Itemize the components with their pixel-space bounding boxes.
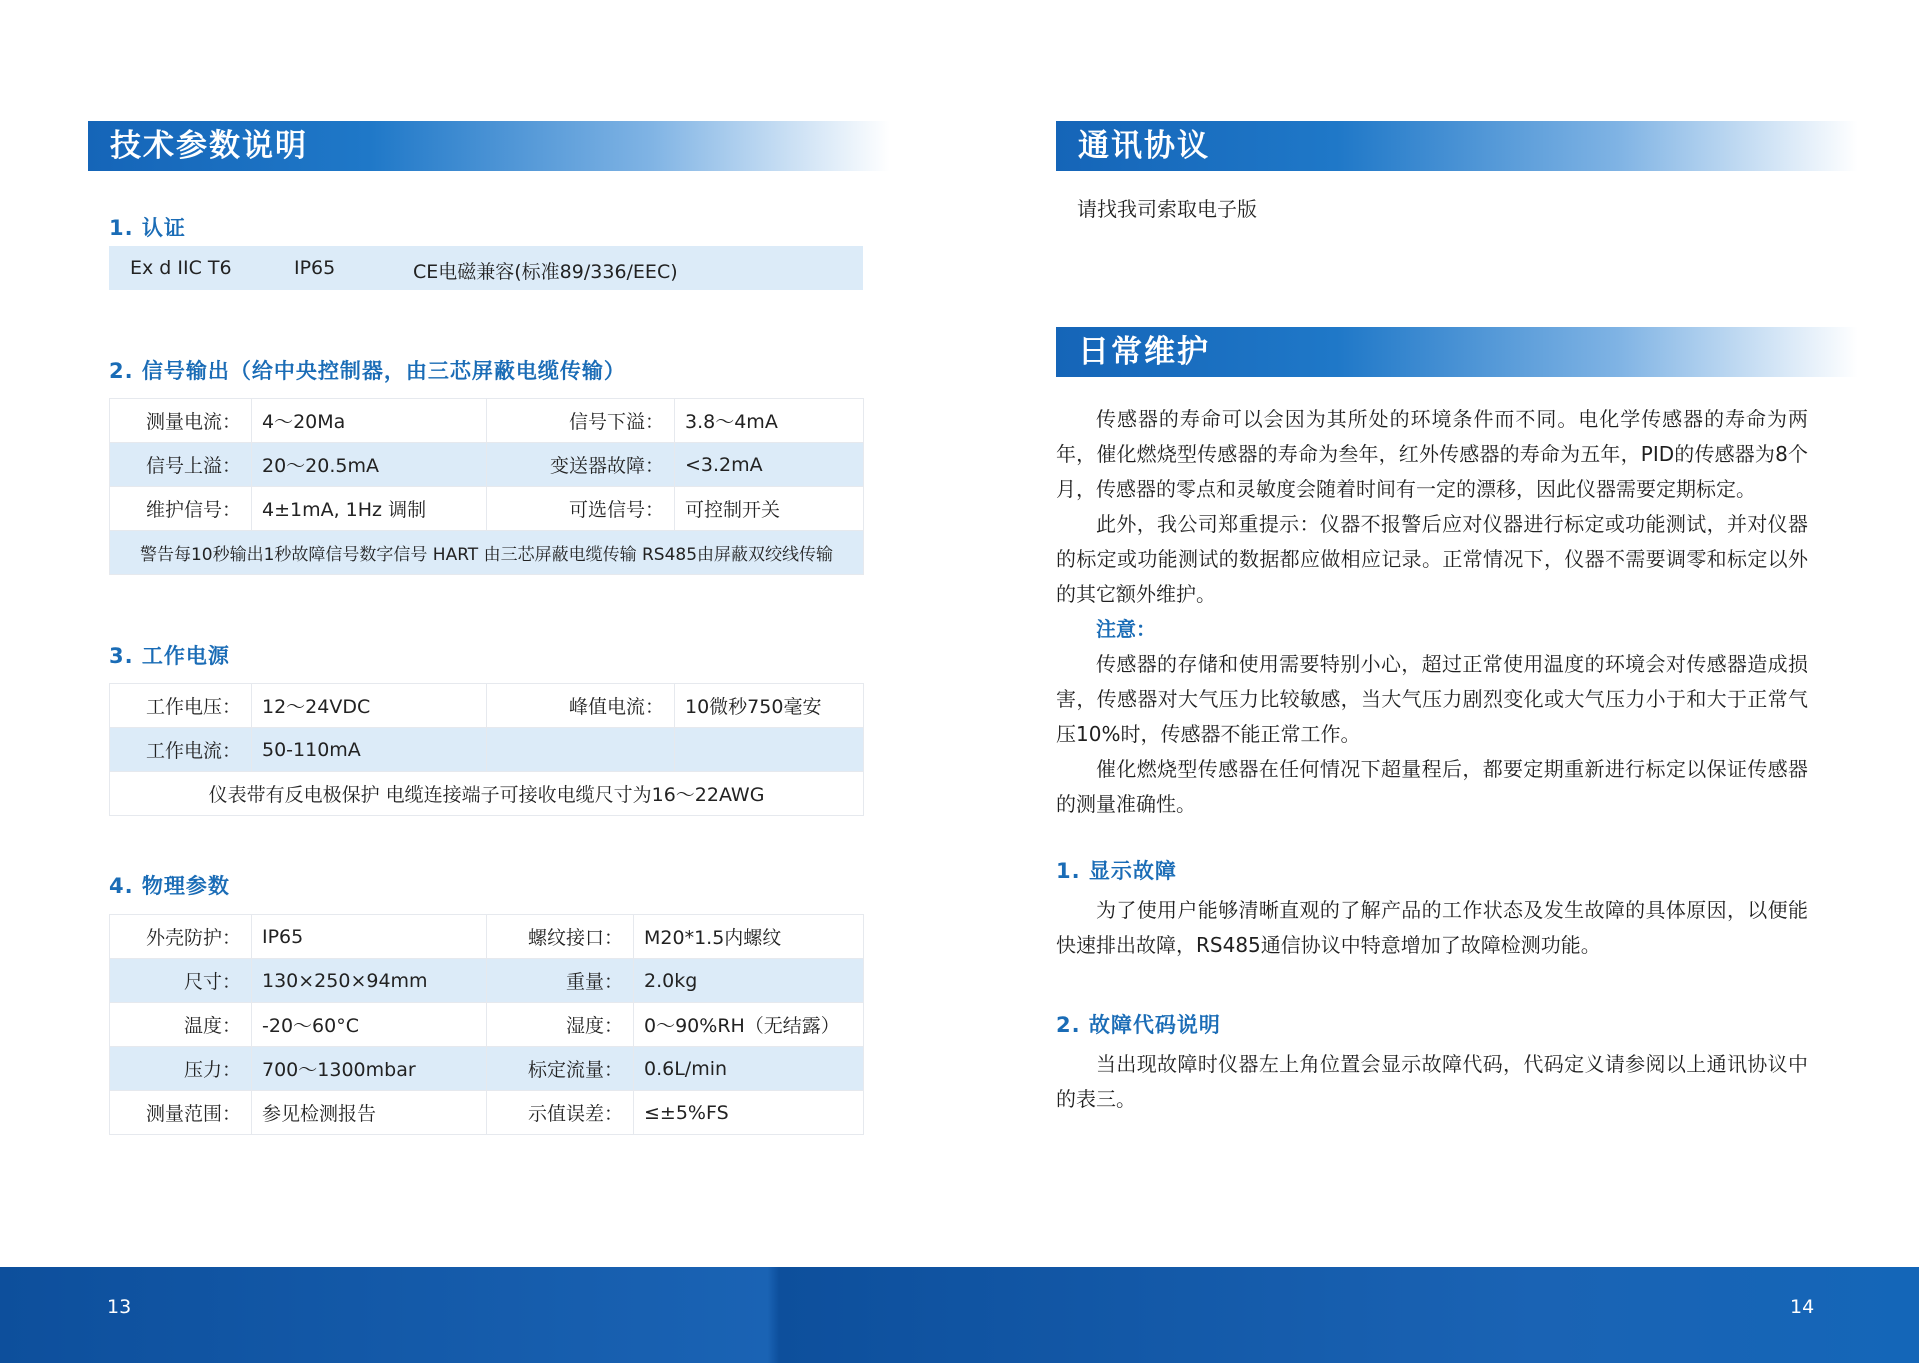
table-cell: 4～20Ma	[252, 399, 487, 443]
table-cell: 尺寸：	[110, 959, 252, 1003]
maintenance-paragraph: 此外，我公司郑重提示：仪器不报警后应对仪器进行标定或功能测试，并对仪器的标定或功能测试的数据都应做相应记录。正常情况下，仪器不需要调零和标定以外的其它额外维护。	[1056, 512, 1808, 606]
cert-row	[109, 246, 863, 290]
table-cell: 标定流量：	[487, 1047, 634, 1091]
table-row	[110, 772, 864, 816]
table-row	[110, 1091, 864, 1135]
table-row	[110, 487, 864, 531]
table-cell: -20～60°C	[252, 1003, 487, 1047]
table-row	[110, 915, 864, 959]
table-cell: 130×250×94mm	[252, 959, 487, 1003]
table-cell: 示值误差：	[487, 1091, 634, 1135]
table-cell: M20*1.5内螺纹	[634, 915, 864, 959]
physical-table	[109, 914, 864, 1135]
note-label: 注意：	[1096, 617, 1156, 641]
table-cell: 工作电压：	[110, 684, 252, 728]
page-number-right: 14	[1790, 1296, 1815, 1318]
fault-display-heading: 1. 显示故障	[1056, 859, 1177, 883]
table-row	[110, 728, 864, 772]
protocol-text: 请找我司索取电子版	[1077, 197, 1257, 221]
cert-heading: 1. 认证	[109, 216, 186, 240]
table-cell: 峰值电流：	[487, 684, 675, 728]
table-row	[110, 443, 864, 487]
table-cell: 0～90%RH（无结露）	[634, 1003, 864, 1047]
table-cell: 湿度：	[487, 1003, 634, 1047]
table-cell: 700～1300mbar	[252, 1047, 487, 1091]
table-cell	[675, 728, 864, 772]
table-cell: 螺纹接口：	[487, 915, 634, 959]
table-row	[110, 1003, 864, 1047]
table-cell: 重量：	[487, 959, 634, 1003]
table-cell: 3.8～4mA	[675, 399, 864, 443]
maintenance-paragraph: 传感器的存储和使用需要特别小心，超过正常使用温度的环境会对传感器造成损害，传感器对大气压力比较敏感，当大气压力剧烈变化或大气压力小于和大于正常气压10%时，传感器不能正常工作。	[1056, 652, 1808, 746]
table-cell: 压力：	[110, 1047, 252, 1091]
table-note: 仪表带有反电极保护 电缆连接端子可接收电缆尺寸为16～22AWG	[110, 772, 864, 816]
power-heading: 3. 工作电源	[109, 644, 230, 668]
table-cell: 温度：	[110, 1003, 252, 1047]
table-cell: ≤±5%FS	[634, 1091, 864, 1135]
table-cell: 参见检测报告	[252, 1091, 487, 1135]
cert-item: Ex d IIC T6	[130, 257, 232, 279]
page-number-left: 13	[107, 1296, 132, 1318]
table-cell: 0.6L/min	[634, 1047, 864, 1091]
maintenance-paragraph: 催化燃烧型传感器在任何情况下超量程后，都要定期重新进行标定以保证传感器的测量准确性。	[1056, 757, 1808, 816]
table-cell: 工作电流：	[110, 728, 252, 772]
fault-code-body	[1056, 1047, 1808, 1117]
table-cell: 可选信号：	[487, 487, 675, 531]
cert-item: CE电磁兼容(标准89/336/EEC)	[413, 261, 678, 283]
signal-table	[109, 398, 864, 575]
table-row	[110, 959, 864, 1003]
table-cell: 2.0kg	[634, 959, 864, 1003]
footer-band	[0, 1267, 1919, 1363]
table-cell: 12～24VDC	[252, 684, 487, 728]
table-row	[110, 1047, 864, 1091]
table-cell: 外壳防护：	[110, 915, 252, 959]
table-note: 警告每10秒输出1秒故障信号数字信号 HART 由三芯屏蔽电缆传输 RS485由屏蔽双绞线传输	[110, 531, 864, 575]
table-cell: 变送器故障：	[487, 443, 675, 487]
table-cell	[487, 728, 675, 772]
table-row	[110, 399, 864, 443]
left-page	[0, 0, 959, 1363]
fault-code-text: 当出现故障时仪器左上角位置会显示故障代码，代码定义请参阅以上通讯协议中的表三。	[1056, 1052, 1808, 1111]
fault-code-heading: 2. 故障代码说明	[1056, 1013, 1221, 1037]
table-cell: 10微秒750毫安	[675, 684, 864, 728]
table-cell: 维护信号：	[110, 487, 252, 531]
cert-item: IP65	[294, 257, 336, 279]
right-page	[959, 0, 1919, 1363]
table-cell: 信号下溢：	[487, 399, 675, 443]
table-cell: IP65	[252, 915, 487, 959]
table-cell: 测量范围：	[110, 1091, 252, 1135]
table-cell: 50-110mA	[252, 728, 487, 772]
table-cell: 测量电流：	[110, 399, 252, 443]
table-row	[110, 684, 864, 728]
table-cell: 20～20.5mA	[252, 443, 487, 487]
table-cell: 可控制开关	[675, 487, 864, 531]
maintenance-body	[1056, 402, 1808, 822]
table-row	[110, 531, 864, 575]
section-title-tech-params: 技术参数说明	[88, 121, 890, 171]
table-cell: 4±1mA, 1Hz 调制	[252, 487, 487, 531]
maintenance-paragraph: 传感器的寿命可以会因为其所处的环境条件而不同。电化学传感器的寿命为两年，催化燃烧型传感器的寿命为叁年，红外传感器的寿命为五年，PID的传感器为8个月，传感器的零点和灵敏度会随着时间有一定的漂移，因此仪器需要定期标定。	[1056, 407, 1808, 501]
section-title-maintenance: 日常维护	[1056, 327, 1858, 377]
fault-display-text: 为了使用户能够清晰直观的了解产品的工作状态及发生故障的具体原因，以便能快速排出故障，RS485通信协议中特意增加了故障检测功能。	[1056, 898, 1808, 957]
table-cell: 信号上溢：	[110, 443, 252, 487]
power-table	[109, 683, 864, 816]
table-cell: <3.2mA	[675, 443, 864, 487]
signal-heading: 2. 信号输出（给中央控制器，由三芯屏蔽电缆传输）	[109, 359, 626, 383]
fault-display-body	[1056, 893, 1808, 963]
section-title-protocol: 通讯协议	[1056, 121, 1858, 171]
physical-heading: 4. 物理参数	[109, 874, 230, 898]
